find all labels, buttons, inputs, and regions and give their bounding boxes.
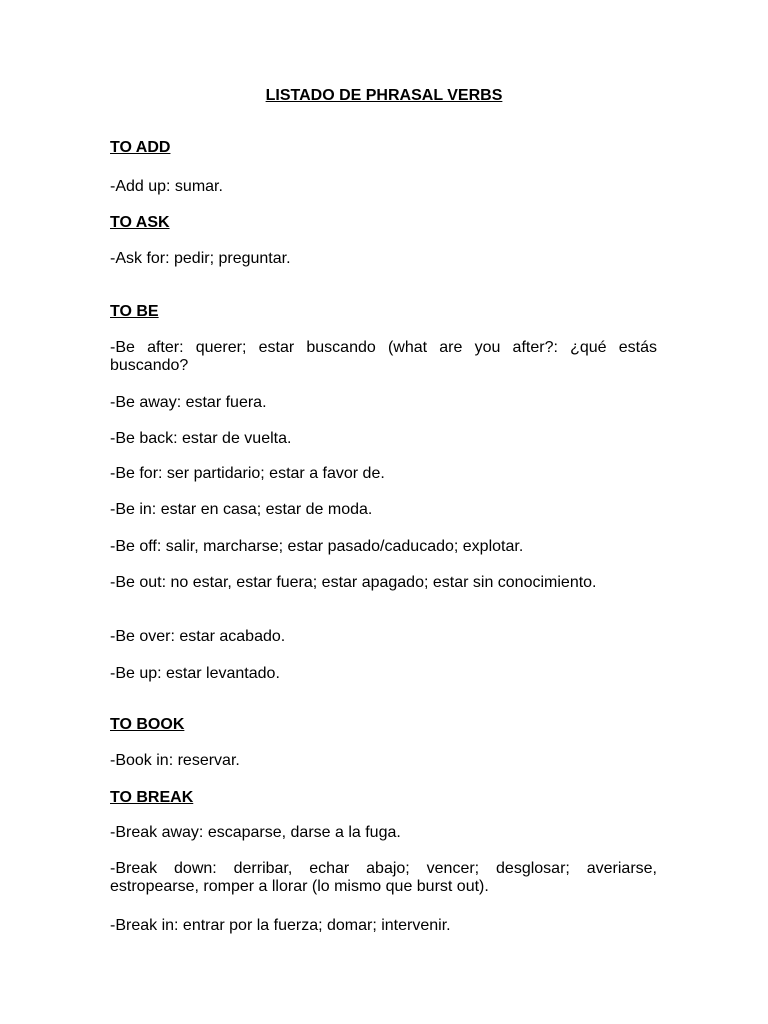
entry-break-in: -Break in: entrar por la fuerza; domar; intervenir. [110, 917, 451, 934]
section-heading-to-book: TO BOOK [110, 716, 185, 733]
section-heading-to-be: TO BE [110, 303, 159, 320]
section-heading-to-add: TO ADD [110, 139, 171, 156]
entry-break-down: -Break down: derribar, echar abajo; vencer; desglosar; averiarse, estropearse, romper a llorar (lo mismo que burst out). [110, 860, 657, 895]
entry-be-off: -Be off: salir, marcharse; estar pasado/caducado; explotar. [110, 538, 524, 555]
entry-be-up: -Be up: estar levantado. [110, 665, 280, 682]
entry-be-for: -Be for: ser partidario; estar a favor de. [110, 465, 385, 482]
entry-be-in: -Be in: estar en casa; estar de moda. [110, 501, 373, 518]
entry-book-in: -Book in: reservar. [110, 752, 240, 769]
entry-be-away: -Be away: estar fuera. [110, 394, 267, 411]
section-heading-to-break: TO BREAK [110, 789, 194, 806]
entry-ask-for: -Ask for: pedir; preguntar. [110, 250, 291, 267]
section-heading-to-ask: TO ASK [110, 214, 170, 231]
entry-add-up: -Add up: sumar. [110, 178, 223, 195]
entry-be-out: -Be out: no estar, estar fuera; estar apagado; estar sin conocimiento. [110, 574, 597, 591]
document-title: LISTADO DE PHRASAL VERBS [265, 87, 503, 104]
entry-be-over: -Be over: estar acabado. [110, 628, 286, 645]
entry-break-away: -Break away: escaparse, darse a la fuga. [110, 824, 401, 841]
entry-be-after: -Be after: querer; estar buscando (what are you after?: ¿qué estás buscando? [110, 339, 657, 374]
entry-be-back: -Be back: estar de vuelta. [110, 430, 292, 447]
